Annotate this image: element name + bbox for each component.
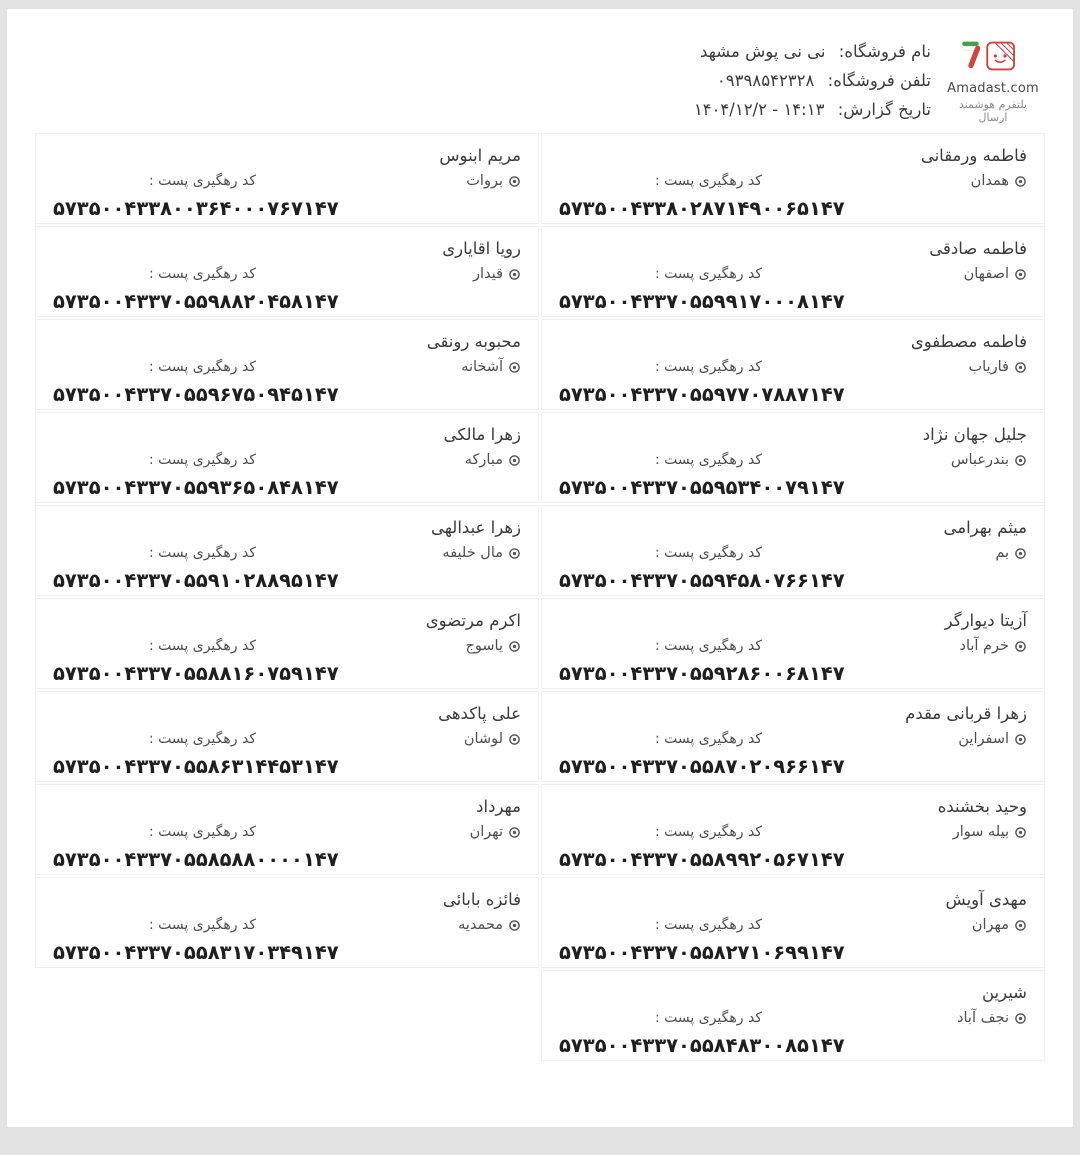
tracking-code-label: کد رهگیری پست : xyxy=(149,545,256,561)
city-name: مبارکه xyxy=(464,452,503,468)
recipient-name: زهرا مالکی xyxy=(443,425,521,444)
city-name: فاریاب xyxy=(968,359,1009,375)
store-name-line xyxy=(694,37,931,66)
tracking-card xyxy=(35,505,539,596)
tracking-card xyxy=(35,133,539,224)
card-meta-row xyxy=(559,916,1027,935)
recipient-name: زهرا قربانی مقدم xyxy=(905,704,1027,723)
card-meta-row xyxy=(53,172,521,191)
report-date-label: تاریخ گزارش: xyxy=(837,100,931,119)
card-meta-row xyxy=(53,544,521,563)
recipient-city xyxy=(470,823,521,842)
recipient-city xyxy=(465,451,521,470)
tracking-code-label: کد رهگیری پست : xyxy=(149,824,256,840)
tracking-code-value: ۵۷۳۵۰۰۴۳۳۷۰۵۵۹۷۷۰۷۸۸۷۱۴۷ xyxy=(559,383,845,406)
tracking-code-label: کد رهگیری پست : xyxy=(655,266,762,282)
tracking-code-value: ۵۷۳۵۰۰۴۳۳۷۰۵۵۹۶۷۵۰۹۴۵۱۴۷ xyxy=(53,383,339,406)
location-pin-icon xyxy=(508,268,521,281)
tracking-code-value: ۵۷۳۵۰۰۴۳۳۷۰۵۵۸۴۸۳۰۰۸۵۱۴۷ xyxy=(559,1034,845,1057)
tracking-code-label: کد رهگیری پست : xyxy=(655,545,762,561)
tracking-card xyxy=(35,412,539,503)
city-name: بندرعباس xyxy=(950,452,1009,468)
city-name: محمدیه xyxy=(458,917,503,933)
tracking-code-value: ۵۷۳۵۰۰۴۳۳۷۰۵۵۸۵۸۸۰۰۰۰۱۴۷ xyxy=(53,848,339,871)
recipient-name: مهدی آویش xyxy=(945,890,1027,909)
recipient-city xyxy=(972,916,1027,935)
tracking-code-value: ۵۷۳۵۰۰۴۳۳۷۰۵۵۸۷۰۲۰۹۶۶۱۴۷ xyxy=(559,755,845,778)
recipient-city xyxy=(464,730,521,749)
recipient-name: میثم بهرامی xyxy=(943,518,1027,537)
recipient-city xyxy=(458,916,521,935)
card-meta-row xyxy=(53,823,521,842)
card-meta-row xyxy=(53,451,521,470)
recipient-name: مریم ابنوس xyxy=(439,146,521,165)
city-name: خرم آباد xyxy=(959,638,1009,654)
tracking-card xyxy=(35,226,539,317)
recipient-city xyxy=(971,172,1027,191)
recipient-city xyxy=(957,1009,1027,1028)
tracking-code-label: کد رهگیری پست : xyxy=(655,824,762,840)
location-pin-icon xyxy=(508,919,521,932)
card-meta-row xyxy=(559,823,1027,842)
recipient-city xyxy=(960,637,1028,656)
tracking-card xyxy=(541,970,1045,1061)
recipient-name: فاطمه مصطفوی xyxy=(910,332,1027,351)
location-pin-icon xyxy=(1014,175,1027,188)
location-pin-icon xyxy=(508,826,521,839)
recipient-name: شیرین xyxy=(981,983,1027,1002)
tracking-code-label: کد رهگیری پست : xyxy=(655,731,762,747)
city-name: بم xyxy=(995,545,1009,561)
tracking-card xyxy=(541,133,1045,224)
tracking-code-value: ۵۷۳۵۰۰۴۳۳۸۰۲۸۷۱۴۹۰۰۶۵۱۴۷ xyxy=(559,197,845,220)
report-date-line xyxy=(694,95,931,124)
city-name: بروات xyxy=(466,173,503,189)
logo-tagline: پلتفرم هوشمند ارسال xyxy=(958,98,1028,124)
tracking-code-value: ۵۷۳۵۰۰۴۳۳۷۰۵۵۸۹۹۲۰۵۶۷۱۴۷ xyxy=(559,848,845,871)
tracking-code-label: کد رهگیری پست : xyxy=(149,266,256,282)
tracking-code-label: کد رهگیری پست : xyxy=(655,452,762,468)
tracking-card xyxy=(541,784,1045,875)
location-pin-icon xyxy=(1014,919,1027,932)
tracking-code-value: ۵۷۳۵۰۰۴۳۳۷۰۵۵۸۲۷۱۰۶۹۹۱۴۷ xyxy=(559,941,845,964)
tracking-code-label: کد رهگیری پست : xyxy=(149,638,256,654)
card-meta-row xyxy=(559,1009,1027,1028)
tracking-card xyxy=(541,877,1045,968)
recipient-city xyxy=(964,265,1027,284)
card-meta-row xyxy=(53,730,521,749)
logo-brand-text: Amadast.com xyxy=(947,81,1039,96)
location-pin-icon xyxy=(1014,640,1027,653)
tracking-card xyxy=(35,784,539,875)
tracking-code-value: ۵۷۳۵۰۰۴۳۳۷۰۵۵۸۳۱۷۰۳۴۹۱۴۷ xyxy=(53,941,339,964)
tracking-card xyxy=(541,319,1045,410)
card-meta-row xyxy=(559,544,1027,563)
tracking-code-label: کد رهگیری پست : xyxy=(149,173,256,189)
tracking-code-value: ۵۷۳۵۰۰۴۳۳۷۰۵۵۹۴۵۸۰۷۶۶۱۴۷ xyxy=(559,569,845,592)
tracking-code-value: ۵۷۳۵۰۰۴۳۳۷۰۵۵۸۸۱۶۰۷۵۹۱۴۷ xyxy=(53,662,339,685)
tracking-code-value: ۵۷۳۵۰۰۴۳۳۷۰۵۵۹۲۸۶۰۰۶۸۱۴۷ xyxy=(559,662,845,685)
report-page xyxy=(7,9,1073,1127)
location-pin-icon xyxy=(1014,547,1027,560)
tracking-code-label: کد رهگیری پست : xyxy=(655,638,762,654)
location-pin-icon xyxy=(1014,361,1027,374)
location-pin-icon xyxy=(508,454,521,467)
location-pin-icon xyxy=(508,640,521,653)
recipient-city xyxy=(995,544,1027,563)
location-pin-icon xyxy=(1014,268,1027,281)
tracking-cards-grid xyxy=(35,133,1045,1061)
location-pin-icon xyxy=(1014,733,1027,746)
tracking-card xyxy=(35,319,539,410)
recipient-name: فاطمه ورمقانی xyxy=(920,146,1027,165)
city-name: یاسوج xyxy=(465,638,503,654)
card-meta-row xyxy=(53,265,521,284)
report-date-value: ۱۴:۱۳ - ۱۴۰۴/۱۲/۲ xyxy=(693,100,825,119)
tracking-code-label: کد رهگیری پست : xyxy=(655,1010,762,1026)
location-pin-icon xyxy=(508,361,521,374)
tracking-code-label: کد رهگیری پست : xyxy=(149,452,256,468)
tracking-code-value: ۵۷۳۵۰۰۴۳۳۷۰۵۵۹۹۱۷۰۰۰۸۱۴۷ xyxy=(559,290,845,313)
amadast-box-icon xyxy=(958,33,1028,79)
recipient-city xyxy=(442,544,521,563)
tracking-card xyxy=(541,691,1045,782)
card-meta-row xyxy=(559,637,1027,656)
recipient-name: اکرم مرتضوی xyxy=(425,611,521,630)
store-name-label: نام فروشگاه: xyxy=(838,42,931,61)
tracking-code-value: ۵۷۳۵۰۰۴۳۳۷۰۵۵۹۸۸۲۰۴۵۸۱۴۷ xyxy=(53,290,339,313)
city-name: اسفراین xyxy=(958,731,1009,747)
tracking-code-value: ۵۷۳۵۰۰۴۳۳۷۰۵۵۹۳۶۵۰۸۴۸۱۴۷ xyxy=(53,476,339,499)
city-name: همدان xyxy=(970,173,1009,189)
tracking-code-value: ۵۷۳۵۰۰۴۳۳۷۰۵۵۹۱۰۲۸۸۹۵۱۴۷ xyxy=(53,569,339,592)
card-meta-row xyxy=(53,916,521,935)
card-meta-row xyxy=(559,172,1027,191)
city-name: آشخانه xyxy=(461,359,503,375)
recipient-city xyxy=(953,823,1027,842)
recipient-name: محبوبه رونقی xyxy=(426,332,521,351)
amadast-logo xyxy=(947,29,1039,124)
card-meta-row xyxy=(559,451,1027,470)
location-pin-icon xyxy=(508,733,521,746)
location-pin-icon xyxy=(1014,454,1027,467)
tracking-code-label: کد رهگیری پست : xyxy=(149,359,256,375)
city-name: بیله سوار xyxy=(952,824,1009,840)
tracking-code-value: ۵۷۳۵۰۰۴۳۳۷۰۵۵۹۵۳۴۰۰۷۹۱۴۷ xyxy=(559,476,845,499)
recipient-name: فائزه بابائی xyxy=(442,890,521,909)
recipient-city xyxy=(466,172,521,191)
city-name: مال خلیفه xyxy=(442,545,503,561)
recipient-name: مهرداد xyxy=(476,797,521,816)
tracking-card xyxy=(35,598,539,689)
store-name-value: نی نی پوش مشهد xyxy=(700,42,826,61)
location-pin-icon xyxy=(508,175,521,188)
tracking-code-label: کد رهگیری پست : xyxy=(655,917,762,933)
recipient-city xyxy=(969,358,1027,377)
recipient-city xyxy=(958,730,1027,749)
city-name: مهران xyxy=(971,917,1009,933)
recipient-city xyxy=(466,637,521,656)
tracking-card xyxy=(541,598,1045,689)
tracking-code-label: کد رهگیری پست : xyxy=(655,173,762,189)
recipient-city xyxy=(461,358,521,377)
tracking-code-value: ۵۷۳۵۰۰۴۳۳۷۰۵۵۸۶۳۱۴۴۵۳۱۴۷ xyxy=(53,755,339,778)
recipient-city xyxy=(951,451,1027,470)
city-name: لوشان xyxy=(463,731,503,747)
recipient-name: آزیتا دیوارگر xyxy=(944,611,1027,630)
tracking-card xyxy=(35,691,539,782)
tracking-card xyxy=(35,877,539,968)
store-info xyxy=(694,29,931,124)
recipient-name: علی پاکدهی xyxy=(438,704,521,723)
card-meta-row xyxy=(559,265,1027,284)
tracking-card xyxy=(541,226,1045,317)
card-meta-row xyxy=(53,637,521,656)
report-header xyxy=(7,9,1073,124)
store-phone-value: ۰۹۳۹۸۵۴۲۳۲۸ xyxy=(716,71,815,90)
recipient-name: زهرا عبدالهی xyxy=(430,518,521,537)
tracking-code-label: کد رهگیری پست : xyxy=(655,359,762,375)
city-name: تهران xyxy=(469,824,503,840)
card-meta-row xyxy=(559,730,1027,749)
location-pin-icon xyxy=(1014,826,1027,839)
city-name: اصفهان xyxy=(963,266,1009,282)
recipient-name: جلیل جهان نژاد xyxy=(922,425,1027,444)
tracking-code-label: کد رهگیری پست : xyxy=(149,731,256,747)
tracking-card xyxy=(541,412,1045,503)
recipient-name: وحید بخشنده xyxy=(937,797,1027,816)
store-phone-label: تلفن فروشگاه: xyxy=(827,71,931,90)
city-name: قیدار xyxy=(473,266,503,282)
card-meta-row xyxy=(53,358,521,377)
city-name: نجف آباد xyxy=(957,1010,1009,1026)
tracking-code-value: ۵۷۳۵۰۰۴۳۳۸۰۰۳۶۴۰۰۰۷۶۷۱۴۷ xyxy=(53,197,339,220)
recipient-name: فاطمه صادقی xyxy=(929,239,1027,258)
location-pin-icon xyxy=(508,547,521,560)
store-phone-line xyxy=(694,66,931,95)
recipient-city xyxy=(473,265,521,284)
recipient-name: رویا اقایاری xyxy=(442,239,521,258)
tracking-code-label: کد رهگیری پست : xyxy=(149,917,256,933)
card-meta-row xyxy=(559,358,1027,377)
tracking-card xyxy=(541,505,1045,596)
location-pin-icon xyxy=(1014,1012,1027,1025)
